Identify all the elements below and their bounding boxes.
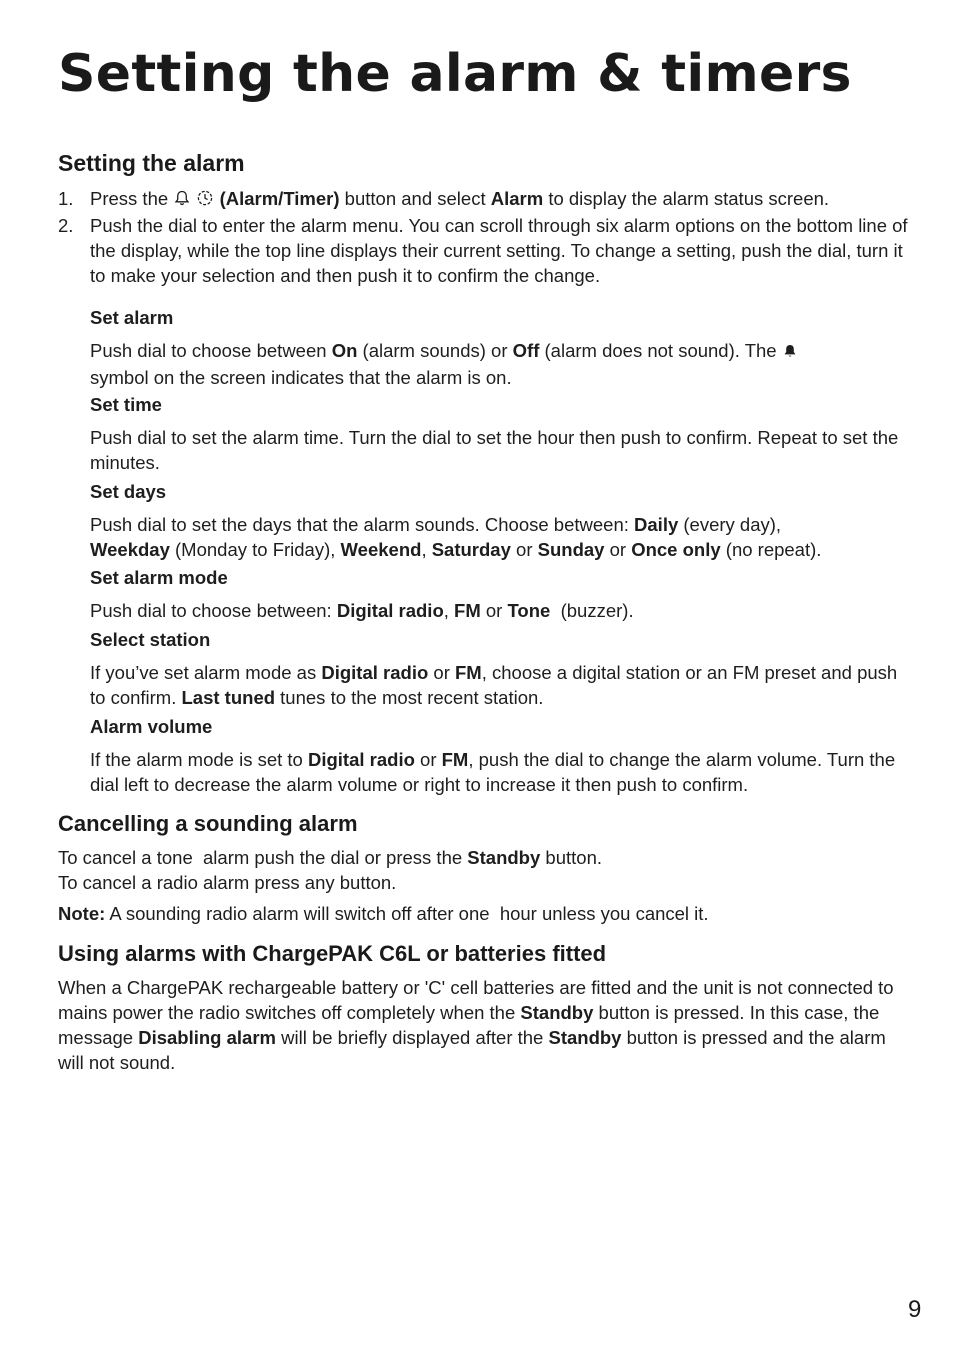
- step-number: 2.: [58, 215, 74, 236]
- alarm-timer-button-label: (Alarm/Timer): [219, 188, 340, 209]
- text: If the alarm mode is set to: [90, 749, 308, 770]
- fm-label: FM: [455, 662, 482, 683]
- text: or: [414, 749, 442, 770]
- text: or: [510, 539, 538, 560]
- step-text: button and select: [339, 188, 491, 209]
- digital-radio-label: Digital radio: [321, 662, 429, 683]
- text: will be briefly displayed after the: [275, 1027, 549, 1048]
- text: button.: [540, 847, 602, 868]
- set-mode-text: [90, 598, 910, 623]
- alarm-label: Alarm: [490, 188, 544, 209]
- step-number: 1.: [58, 188, 74, 209]
- text: (alarm sounds) or: [357, 340, 513, 361]
- sunday-label: Sunday: [537, 539, 605, 560]
- subheading-alarm-volume: Alarm volume: [90, 716, 213, 737]
- text: (alarm does not sound). The: [539, 340, 782, 361]
- text: When a ChargePAK rechargeable battery or 'C' cell batteries are fitted and the unit is not connected to mains power the radio switches off completely when the: [58, 977, 894, 1023]
- fm-label: FM: [441, 749, 469, 770]
- standby-label: Standby: [548, 1027, 622, 1048]
- cancel-note: [58, 901, 898, 926]
- text: A sounding radio alarm will switch off after one hour unless you cancel it.: [105, 903, 709, 924]
- fm-label: FM: [454, 600, 481, 621]
- text: ,: [443, 600, 455, 621]
- text: , push the dial to change the alarm volume. Turn the dial left to decrease the alarm volume or right to increase it then push to confirm.: [90, 749, 896, 795]
- text: button is pressed and the alarm will not sound.: [58, 1027, 886, 1073]
- saturday-label: Saturday: [431, 539, 511, 560]
- standby-label: Standby: [520, 1002, 594, 1023]
- last-tuned-label: Last tuned: [181, 687, 276, 708]
- text: ,: [421, 539, 432, 560]
- timer-clock-icon: [196, 188, 214, 213]
- subheading-set-time: Set time: [90, 394, 162, 415]
- text: To cancel a tone alarm push the dial or press the: [58, 847, 468, 868]
- bell-outline-icon: [173, 188, 191, 213]
- off-label: Off: [512, 340, 540, 361]
- text: Push dial to set the days that the alarm sounds. Choose between:: [90, 514, 635, 535]
- set-time-text: Push dial to set the alarm time. Turn the dial to set the hour then push to confirm. Repeat to set the minutes.: [90, 427, 899, 473]
- text: (Monday to Friday),: [169, 539, 341, 560]
- text: Push dial to choose between: [90, 340, 332, 361]
- text: or: [428, 662, 455, 683]
- chargepak-text: [58, 975, 898, 1075]
- weekend-label: Weekend: [340, 539, 422, 560]
- subheading-set-alarm-mode: Set alarm mode: [90, 567, 228, 588]
- alarm-volume-text: [90, 747, 910, 797]
- set-days-text: [90, 512, 910, 562]
- disabling-alarm-label: Disabling alarm: [138, 1027, 276, 1048]
- section-heading-setting-alarm: Setting the alarm: [58, 150, 245, 176]
- text: (buzzer).: [550, 600, 634, 621]
- steps-list: [58, 186, 908, 288]
- text: To cancel a radio alarm press any button.: [58, 872, 397, 893]
- bell-filled-icon: [782, 340, 798, 365]
- step-1: [58, 186, 908, 213]
- step-text: Press the: [90, 188, 169, 209]
- text: Push dial to choose between:: [90, 600, 337, 621]
- page-title: Setting the alarm & timers: [58, 44, 852, 104]
- text: (every day),: [678, 514, 782, 535]
- step-2: [58, 213, 908, 288]
- daily-label: Daily: [634, 514, 679, 535]
- subheading-select-station: Select station: [90, 629, 211, 650]
- section-heading-cancelling: Cancelling a sounding alarm: [58, 811, 358, 836]
- text: or: [604, 539, 632, 560]
- note-label: Note:: [58, 903, 106, 924]
- text: button is pressed. In this case, the message: [58, 1002, 880, 1048]
- tone-label: Tone: [507, 600, 551, 621]
- on-label: On: [331, 340, 358, 361]
- text: tunes to the most recent station.: [275, 687, 544, 708]
- weekday-label: Weekday: [90, 539, 170, 560]
- text: symbol on the screen indicates that the alarm is on.: [90, 367, 512, 388]
- text: (no repeat).: [720, 539, 822, 560]
- page-number: 9: [908, 1296, 922, 1323]
- standby-label: Standby: [467, 847, 541, 868]
- once-only-label: Once only: [631, 539, 721, 560]
- step-text: to display the alarm status screen.: [543, 188, 830, 209]
- step-text: Push the dial to enter the alarm menu. You can scroll through six alarm options on the bottom line of the display, while the top line displays their current setting. To change a setting, push the dial, turn it to make your selection and then push it to confirm the change.: [90, 215, 908, 286]
- digital-radio-label: Digital radio: [307, 749, 415, 770]
- text: or: [480, 600, 508, 621]
- text: , choose a digital station or an FM preset and push to confirm.: [90, 662, 898, 708]
- digital-radio-label: Digital radio: [336, 600, 444, 621]
- section-heading-chargepak: Using alarms with ChargePAK C6L or batteries fitted: [58, 941, 607, 966]
- set-alarm-text: [90, 338, 910, 390]
- text: If you’ve set alarm mode as: [90, 662, 322, 683]
- subheading-set-alarm: Set alarm: [90, 307, 174, 328]
- select-station-text: [90, 660, 910, 710]
- subheading-set-days: Set days: [90, 481, 167, 502]
- cancel-text: [58, 845, 898, 895]
